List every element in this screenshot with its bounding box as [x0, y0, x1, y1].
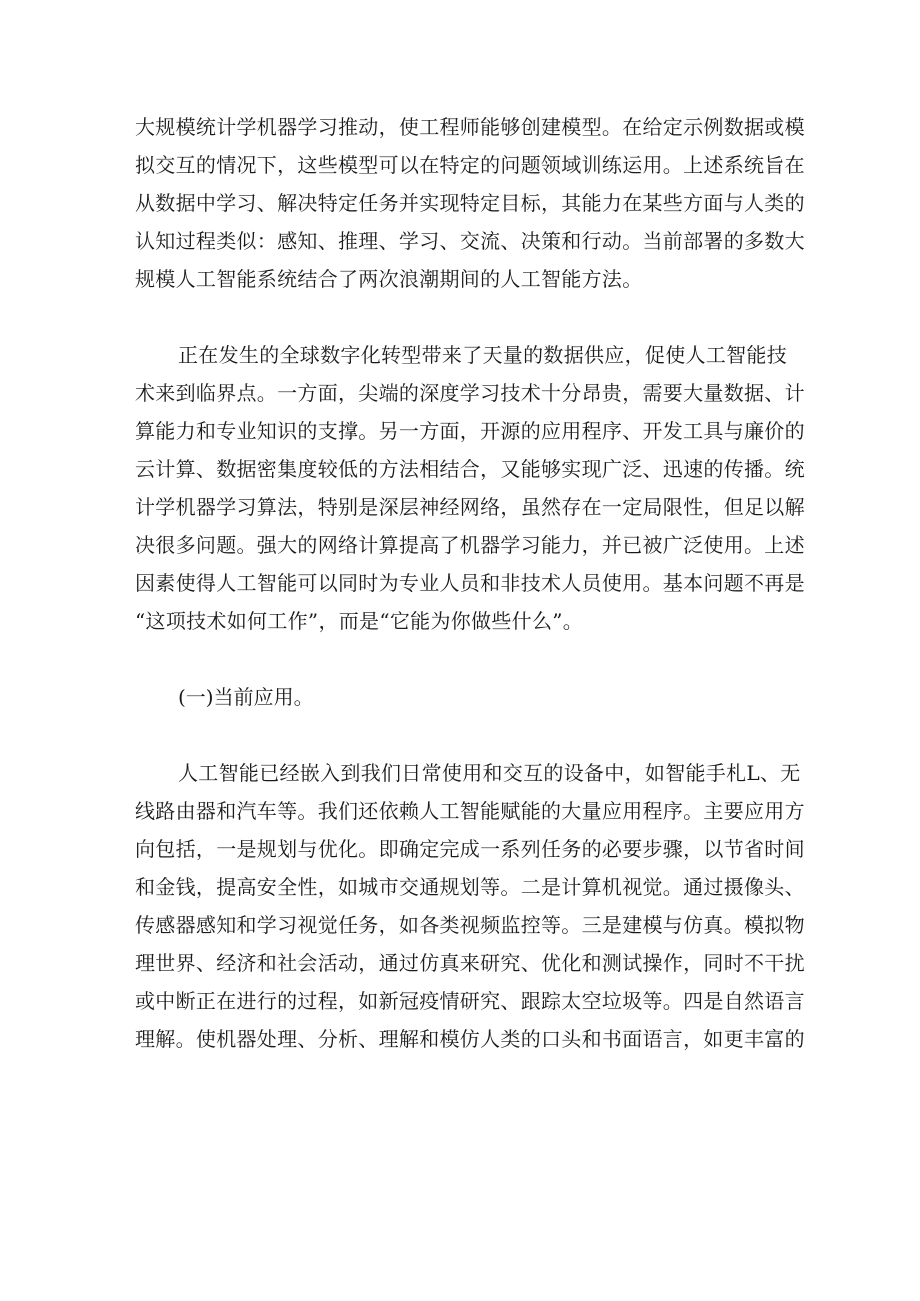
text-line: “这项技术如何工作”，而是“它能为你做些什么”。 — [135, 609, 584, 633]
paragraph-2 — [135, 336, 805, 640]
paragraph-spacer — [135, 640, 787, 678]
text-line: 理解。使机器处理、分析、理解和模仿人类的口头和书面语言，如更丰富的 — [135, 1027, 805, 1051]
text-line: 和金钱，提高安全性，如城市交通规划等。二是计算机视觉。通过摄像头、 — [135, 875, 805, 899]
text-line: 正在发生的全球数字化转型带来了天量的数据供应，促使人工智能技 — [178, 343, 787, 367]
text-line: 决很多问题。强大的网络计算提高了机器学习能力，并已被广泛使用。上述 — [135, 533, 805, 557]
paragraph-3 — [135, 754, 805, 1058]
text-line: 人工智能已经嵌入到我们日常使用和交互的设备中，如智能手札L、无 — [178, 761, 801, 785]
text-line: 拟交互的情况下，这些模型可以在特定的问题领域训练运用。上述系统旨在 — [135, 153, 805, 177]
text-line: 术来到临界点。一方面，尖端的深度学习技术十分昂贵，需要大量数据、计 — [135, 381, 805, 405]
paragraph-spacer — [135, 716, 787, 754]
text-line: 大规模统计学机器学习推动，使工程师能够创建模型。在给定示例数据或模 — [135, 115, 805, 139]
text-line: 计学机器学习算法，特别是深层神经网络，虽然存在一定局限性，但足以解 — [135, 495, 805, 519]
text-line: 理世界、经济和社会活动，通过仿真来研究、优化和测试操作，同时不干扰 — [135, 951, 805, 975]
section-heading: (一)当前应用。 — [178, 685, 314, 709]
text-line: 从数据中学习、解决特定任务并实现特定目标，其能力在某些方面与人类的 — [135, 191, 805, 215]
text-line: 云计算、数据密集度较低的方法相结合，又能够实现广泛、迅速的传播。统 — [135, 457, 805, 481]
text-line: 规模人工智能系统结合了两次浪潮期间的人工智能方法。 — [135, 267, 643, 291]
document-body — [135, 108, 805, 1058]
text-line: 认知过程类似：感知、推理、学习、交流、决策和行动。当前部署的多数大 — [135, 229, 805, 253]
text-line: 线路由器和汽车等。我们还依赖人工智能赋能的大量应用程序。主要应用方 — [135, 799, 805, 823]
paragraph-1 — [135, 108, 805, 298]
text-line: 算能力和专业知识的支撑。另一方面，开源的应用程序、开发工具与廉价的 — [135, 419, 805, 443]
text-line: 或中断正在进行的过程，如新冠疫情研究、跟踪太空垃圾等。四是自然语言 — [135, 989, 805, 1013]
text-line: 向包括，一是规划与优化。即确定完成一系列任务的必要步骤，以节省时间 — [135, 837, 805, 861]
paragraph-spacer — [135, 298, 787, 336]
text-line: 传感器感知和学习视觉任务，如各类视频监控等。三是建模与仿真。模拟物 — [135, 913, 805, 937]
text-line: 因素使得人工智能可以同时为专业人员和非技术人员使用。基本问题不再是 — [135, 571, 805, 595]
